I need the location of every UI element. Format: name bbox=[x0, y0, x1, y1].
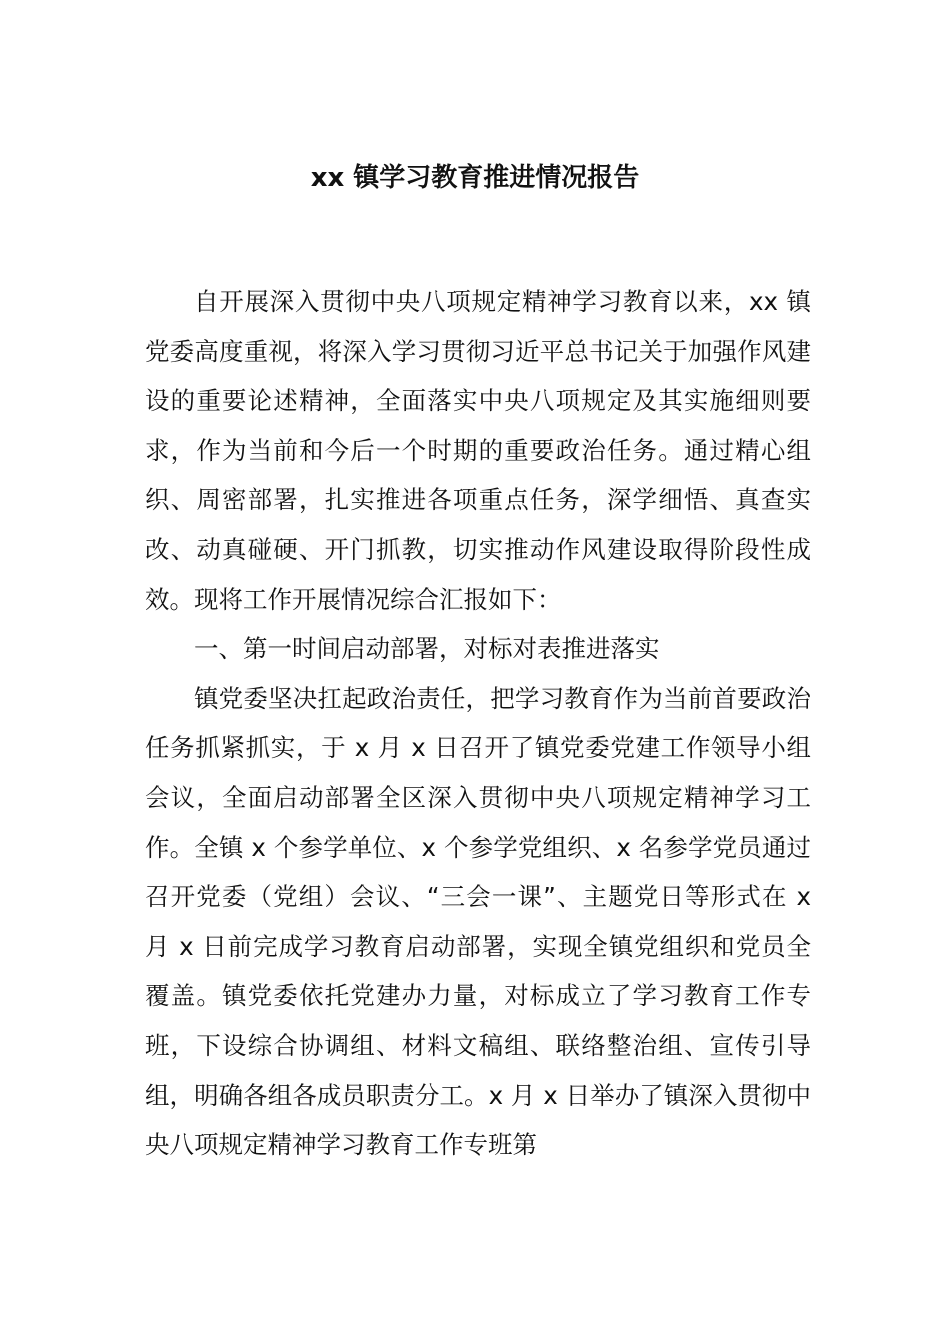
document-title: xx 镇学习教育推进情况报告 bbox=[310, 163, 640, 193]
document-body bbox=[145, 277, 811, 1170]
section-heading-1: 一、第一时间启动部署，对标对表推进落实 bbox=[194, 634, 660, 664]
paragraph-intro: 自开展深入贯彻中央八项规定精神学习教育以来，xx 镇党委高度重视，将深入学习贯彻习近平总书记关于加强作风建设的重要论述精神，全面落实中央八项规定及其实施细则要求，作为当前和今后一个时期的重要政治任务。通过精心组织、周密部署，扎实推进各项重点任务，深学细悟、真查实改、动真碰硬、开门抓教，切实推动作风建设取得阶段性成效。现将工作开展情况综合汇报如下： bbox=[145, 287, 811, 614]
paragraph-section-1: 镇党委坚决扛起政治责任，把学习教育作为当前首要政治任务抓紧抓实，于 x 月 x 日召开了镇党委党建工作领导小组会议，全面启动部署全区深入贯彻中央八项规定精神学习工作。全镇 x 个参学单位、x 个参学党组织、x 名参学党员通过召开党委（党组）会议、“三会一课”、主题党日等形式在 x 月 x 日前完成学习教育启动部署，实现全镇党组织和党员全覆盖。镇党委依托党建办力量，对标成立了学习教育工作专班，下设综合协调组、材料文稿组、联络整治组、宣传引导组，明确各组各成员职责分工。x 月 x 日举办了镇深入贯彻中央八项规定精神学习教育工作专班第 bbox=[145, 683, 811, 1160]
